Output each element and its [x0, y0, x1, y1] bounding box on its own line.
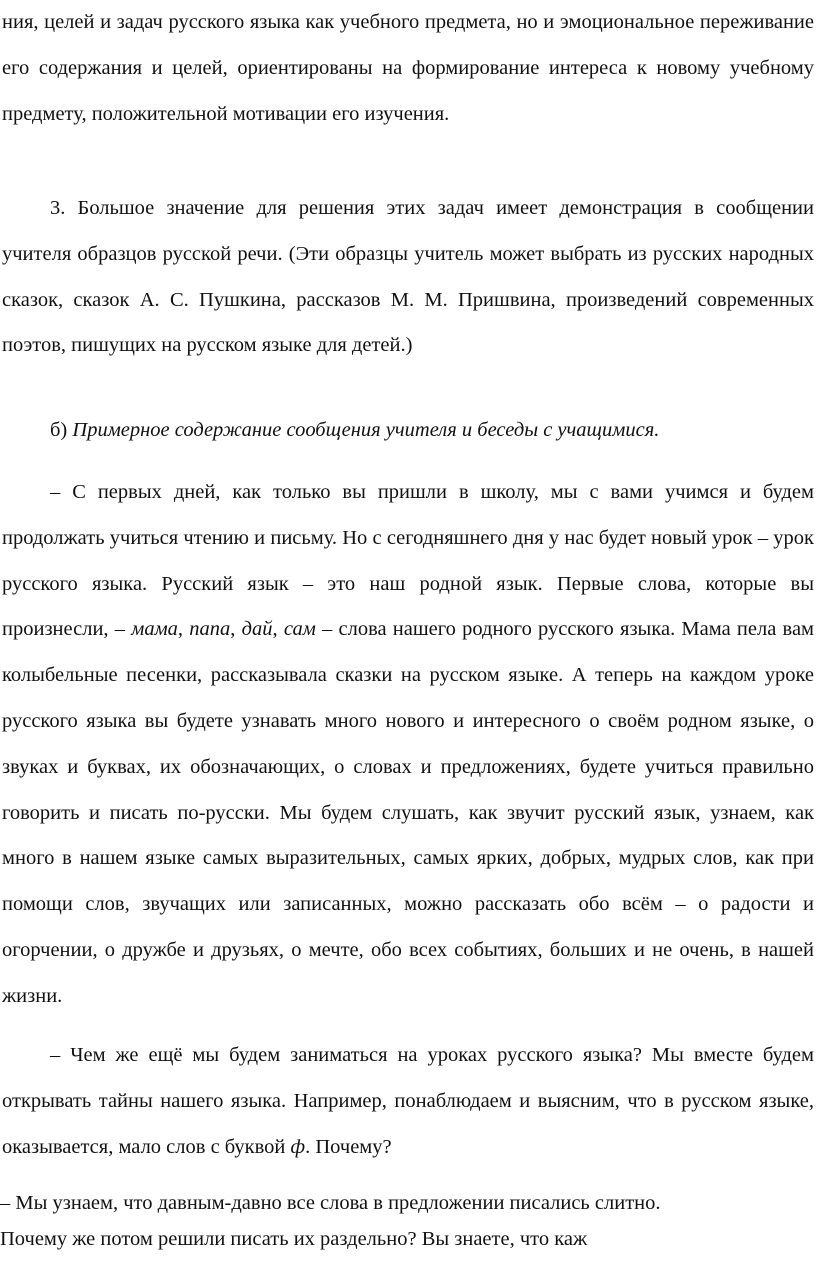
paragraph-1-text: ния, целей и задач русского языка как учебного предмета, но и эмоциональное переживание его содержания и целей, ориентированы на формирование интереса к новому учебному предмету, положительной мотивации его изучения. — [2, 11, 814, 125]
paragraph-1 — [2, 0, 814, 137]
question-text-part-2: . Почему? — [305, 1135, 392, 1158]
section-heading-prefix: б) — [50, 419, 73, 441]
section-heading-b — [2, 408, 814, 454]
word-separator: , — [177, 618, 190, 641]
final-line-2: Почему же потом решили писать их раздельно? Вы знаете, что каж — [0, 1228, 588, 1250]
question-text-part-1: – Чем же ещё мы будем заниматься на уроках русского языка? Мы вместе будем открывать тайны нашего языка. Например, понаблюдаем и выясним, что в русском языке, оказывается, мало слов с буквой — [2, 1044, 814, 1158]
paragraph-question — [2, 1033, 814, 1170]
speech-text-part-2: – слова нашего родного русского языка. Мама пела вам колыбельные песенки, рассказывала сказки на русском языке. А теперь на каждом уроке русского языка вы будете узнавать много нового и интересного о своём родном языке, о звуках и буквах, их обозначающих, о словах и предложениях, будете учиться правильно говорить и писать по-русски. Мы будем слушать, как звучит русский язык, узнаем, как много в нашем языке самых выразительных, самых ярких, добрых, мудрых слов, как при помощи слов, звучащих или записанных, можно рассказать обо всём – о радости и огорчении, о дружбе и друзьях, о мечте, обо всех событиях, больших и не очень, в нашей жизни. — [2, 618, 815, 1007]
paragraph-final — [0, 1185, 814, 1257]
paragraph-teacher-speech — [2, 470, 814, 1020]
paragraph-2 — [2, 186, 814, 369]
word-mama: мама — [131, 618, 178, 641]
word-separator: , — [230, 618, 242, 641]
word-sam: сам — [283, 618, 316, 641]
word-papa: папа — [189, 618, 231, 641]
word-dai: дай — [241, 618, 273, 641]
word-separator: , — [272, 618, 284, 641]
final-line-1: – Мы узнаем, что давным-давно все слова в предложении писались слитно. — [0, 1192, 661, 1214]
section-heading-title: Примерное содержание сообщения учителя и беседы с учащимися. — [72, 419, 660, 441]
paragraph-2-text: 3. Большое значение для решения этих задач имеет демонстрация в сообщении учителя образцов русской речи. (Эти образцы учитель может выбрать из русских народных сказок, сказок А. С. Пушкина, рассказов М. М. Пришвина, произведений современных поэтов, пишущих на русском языке для детей.) — [2, 197, 814, 357]
letter-f: ф — [290, 1135, 306, 1158]
speech-text-part-1: – С первых дней, как только вы пришли в школу, мы с вами учимся и будем продолжать учиться чтению и письму. Но с сегодняшнего дня у нас будет новый урок – урок русского языка. Русский язык – это наш родной язык. Первые слова, которые вы произнесли, – — [2, 481, 814, 641]
